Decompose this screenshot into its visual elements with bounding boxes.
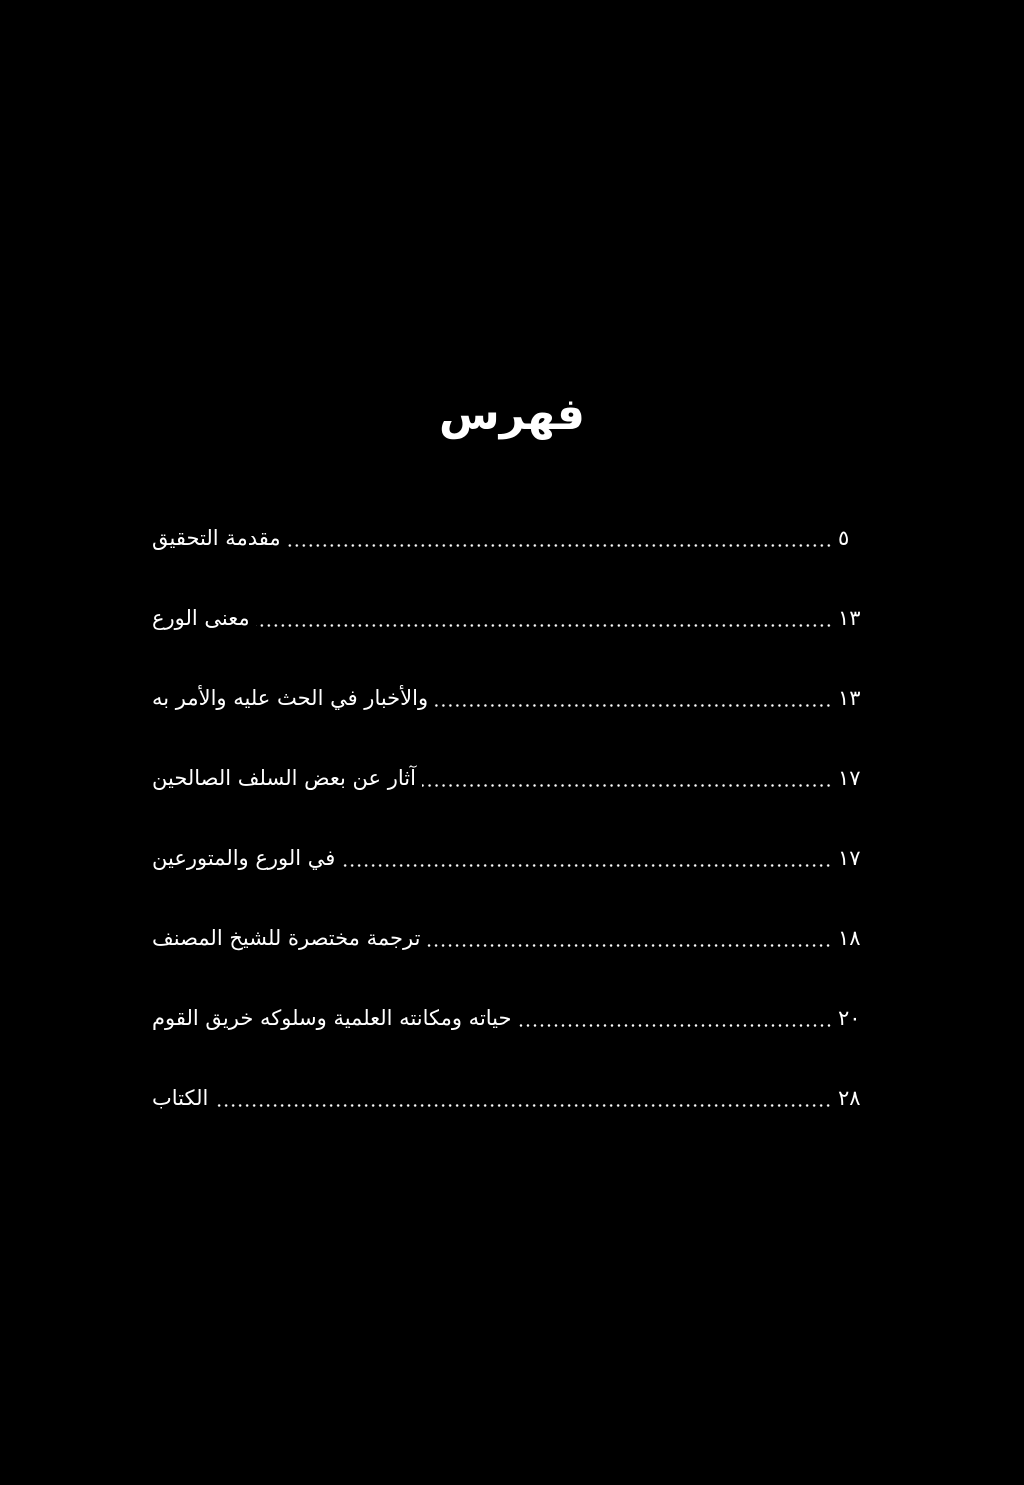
toc-entry-title: حياته ومكانته العلمية وسلوكه خريق القوم [152, 1006, 512, 1030]
toc-page-number: ٢٠ [838, 1006, 861, 1030]
toc-heading: فهرس [439, 389, 585, 440]
toc-entry [150, 898, 874, 978]
toc-entry [150, 978, 874, 1058]
dot-leader [426, 944, 832, 947]
toc-entry [150, 1058, 874, 1138]
toc-page-number: ١٧ [838, 846, 861, 870]
toc-page-number: ١٣ [838, 686, 861, 710]
table-of-contents [150, 498, 874, 1138]
toc-entry-title: والأخبار في الحث عليه والأمر به [152, 686, 429, 710]
toc-entry-title: آثار عن بعض السلف الصالحين [152, 766, 416, 790]
toc-entry [150, 738, 874, 818]
dot-leader [287, 544, 832, 547]
toc-entry [150, 578, 874, 658]
toc-page-number: ٥ [838, 526, 850, 550]
toc-entry [150, 658, 874, 738]
dot-leader [214, 1104, 832, 1107]
dot-leader [518, 1024, 832, 1027]
toc-entry [150, 818, 874, 898]
toc-entry-title: في الورع والمتورعين [152, 846, 336, 870]
dot-leader [256, 624, 832, 627]
dot-leader [434, 704, 832, 707]
dot-leader [422, 784, 832, 787]
toc-page-number: ١٨ [838, 926, 861, 950]
toc-page-number: ١٣ [838, 606, 861, 630]
toc-entry-title: معنى الورع [152, 606, 250, 630]
toc-page-number: ١٧ [838, 766, 861, 790]
toc-entry-title: مقدمة التحقيق [152, 526, 281, 550]
toc-page-number: ٢٨ [838, 1086, 861, 1110]
toc-entry-title: الكتاب [152, 1086, 209, 1110]
toc-entry-title: ترجمة مختصرة للشيخ المصنف [152, 926, 421, 950]
dot-leader [341, 864, 832, 867]
toc-entry [150, 498, 874, 578]
